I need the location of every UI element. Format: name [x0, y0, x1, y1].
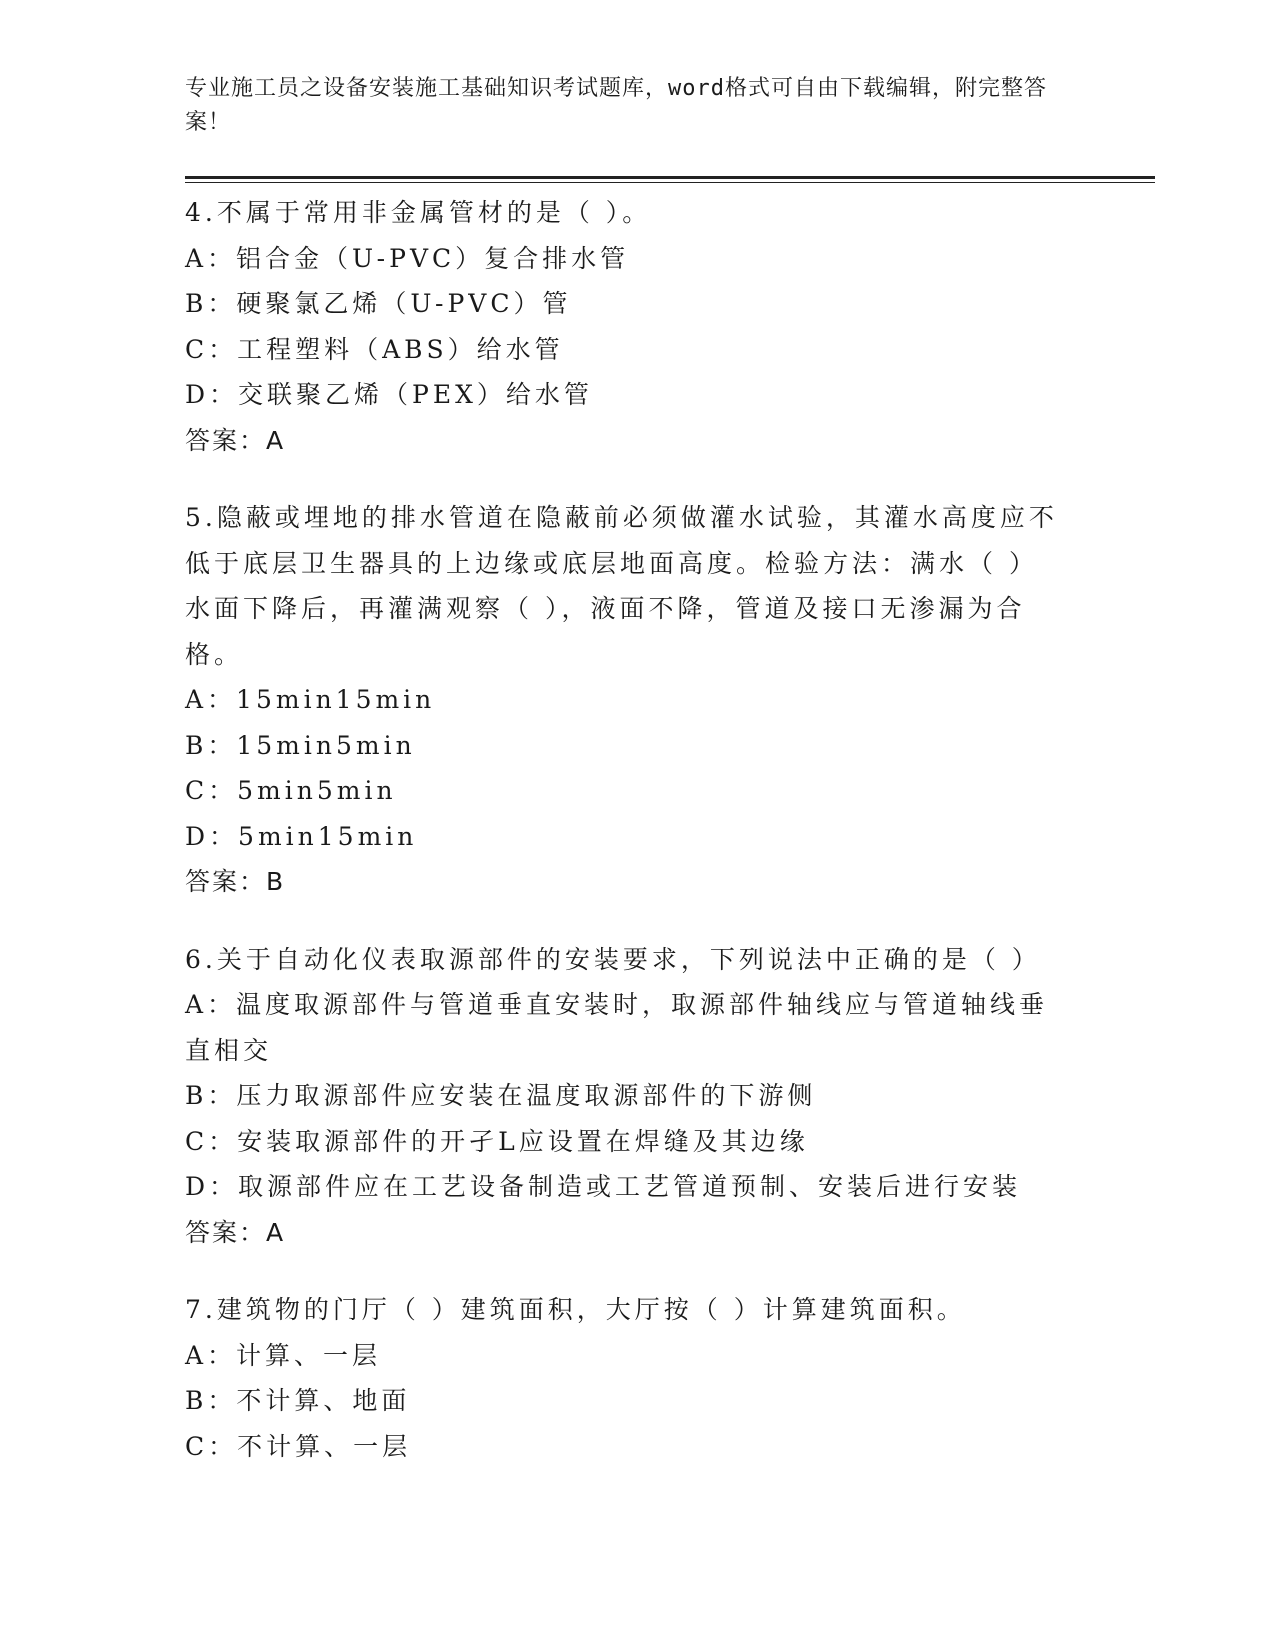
option-c: C：5min5min: [185, 776, 397, 805]
option-a: A：计算、一层: [185, 1340, 382, 1370]
option-d: D：交联聚乙烯（PEX）给水管: [185, 380, 593, 409]
answer-line: 答案：B: [185, 867, 286, 896]
question-4: [185, 190, 1065, 463]
answer-line: 答案：A: [185, 1217, 286, 1247]
question-stem: 6.关于自动化仪表取源部件的安装要求，下列说法中正确的是（ ）: [185, 944, 1041, 974]
option-b: B：15min5min: [185, 730, 416, 760]
option-c: C：不计算、一层: [185, 1431, 412, 1461]
option-a: A：温度取源部件与管道垂直安装时，取源部件轴线应与管道轴线垂直相交: [185, 990, 1049, 1065]
header-rule-thin: [185, 182, 1155, 183]
document-header: 专业施工员之设备安装施工基础知识考试题库，word格式可自由下载编辑，附完整答案！: [185, 76, 1047, 135]
question-stem: 4.不属于常用非金属管材的是（ ）。: [185, 198, 652, 227]
option-b: B：压力取源部件应安装在温度取源部件的下游侧: [185, 1081, 817, 1110]
question-stem: 7.建筑物的门厅（ ）建筑面积，大厅按（ ）计算建筑面积。: [185, 1295, 966, 1324]
question-5: [185, 495, 1065, 905]
option-d: D：5min15min: [185, 821, 418, 851]
option-a: A：铝合金（U-PVC）复合排水管: [185, 243, 630, 273]
answer-line: 答案：A: [185, 425, 286, 455]
option-d: D：取源部件应在工艺设备制造或工艺管道预制、安装后进行安装: [185, 1172, 1022, 1201]
option-c: C：工程塑料（ABS）给水管: [185, 334, 564, 364]
question-6: [185, 937, 1065, 1256]
option-a: A：15min15min: [185, 685, 436, 714]
question-7: [185, 1287, 1065, 1469]
option-b: B：不计算、地面: [185, 1386, 411, 1415]
option-b: B：硬聚氯乙烯（U-PVC）管: [185, 289, 572, 318]
option-c: C：安装取源部件的开孑L应设置在焊缝及其边缘: [185, 1126, 809, 1156]
question-list: [185, 190, 1065, 1501]
question-stem: 5.隐蔽或埋地的排水管道在隐蔽前必须做灌水试验，其灌水高度应不低于底层卫生器具的上边缘或底层地面高度。检验方法：满水（ ）水面下降后，再灌满观察（ ），液面不降，管道及接口无渗漏为合格。: [185, 503, 1058, 669]
header-rule-thick: [185, 176, 1155, 179]
